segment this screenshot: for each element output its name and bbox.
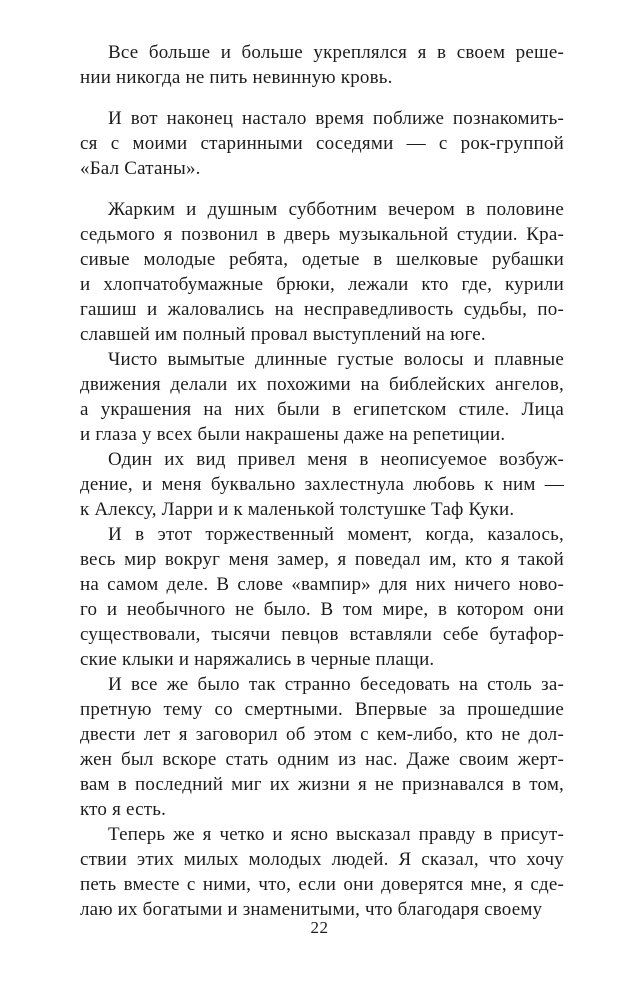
text-line: жен был вскоре стать одним из нас. Даже своим жерт-	[80, 749, 564, 770]
paragraph	[80, 40, 564, 90]
paragraph	[80, 522, 564, 672]
text-line: к Алексу, Ларри и к маленькой толстушке Таф Куки.	[80, 499, 515, 520]
text-line: Чисто вымытые длинные густые волосы и плавные	[108, 349, 564, 370]
text-line: славшей им полный провал выступлений на юге.	[80, 324, 486, 345]
text-line: петь вместе с ними, что, если они доверятся мне, я сде-	[80, 874, 564, 895]
text-line: ствии этих милых молодых людей. Я сказал, что хочу	[80, 849, 564, 870]
text-line: Один их вид привел меня в неописуемое возбуж-	[108, 449, 564, 470]
text-line: нии никогда не пить невинную кровь.	[80, 67, 393, 88]
paragraph	[80, 106, 564, 181]
text-line: претную тему со смертными. Впервые за прошедшие	[80, 699, 564, 720]
text-line: Жарким и душным субботним вечером в половине	[108, 199, 564, 220]
text-line: седьмого я позвонил в дверь музыкальной студии. Кра-	[80, 224, 564, 245]
text-line: сивые молодые ребята, одетые в шелковые рубашки	[80, 249, 564, 270]
text-line: и глаза у всех были накрашены даже на репетиции.	[80, 424, 506, 445]
text-line: Теперь же я четко и ясно высказал правду в присут-	[108, 824, 564, 845]
paragraph	[80, 822, 564, 922]
text-line: Все больше и больше укреплялся я в своем реше-	[108, 42, 564, 63]
text-line: И вот наконец настало время поближе познакомить-	[108, 108, 564, 129]
text-line: а украшения на них были в египетском стиле. Лица	[80, 399, 564, 420]
text-line: вам в последний миг их жизни я не признавался в том,	[80, 774, 564, 795]
text-line: гашиш и жаловались на несправедливость судьбы, по-	[80, 299, 564, 320]
text-line: кто я есть.	[80, 799, 167, 820]
text-line: на самом деле. В слове «вампир» для них ничего ново-	[80, 574, 564, 595]
paragraph	[80, 447, 564, 522]
text-line: движения делали их похожими на библейских ангелов,	[80, 374, 564, 395]
text-line: дение, и меня буквально захлестнула любовь к ним —	[80, 474, 564, 495]
text-line: ся с моими старинными соседями — с рок-группой	[80, 133, 564, 154]
paragraph	[80, 672, 564, 822]
text-line: весь мир вокруг меня замер, я поведал им, кто я такой	[80, 549, 564, 570]
text-line: ские клыки и наряжались в черные плащи.	[80, 649, 435, 670]
page-text-block	[80, 40, 564, 922]
paragraph	[80, 197, 564, 347]
text-line: двести лет я заговорил об этом с кем-либо, кто не дол-	[80, 724, 564, 745]
text-line: И все же было так странно беседовать на столь за-	[108, 674, 564, 695]
text-line: И в этот торжественный момент, когда, казалось,	[108, 524, 564, 545]
text-line: лаю их богатыми и знаменитыми, что благодаря своему	[80, 899, 543, 920]
text-line: го и необычного не было. В том мире, в котором они	[80, 599, 564, 620]
text-line: «Бал Сатаны».	[80, 158, 201, 179]
paragraph	[80, 347, 564, 447]
text-line: и хлопчатобумажные брюки, лежали кто где, курили	[80, 274, 564, 295]
text-line: существовали, тысячи певцов вставляли себе бутафор-	[80, 624, 564, 645]
page-number: 22	[310, 918, 329, 937]
